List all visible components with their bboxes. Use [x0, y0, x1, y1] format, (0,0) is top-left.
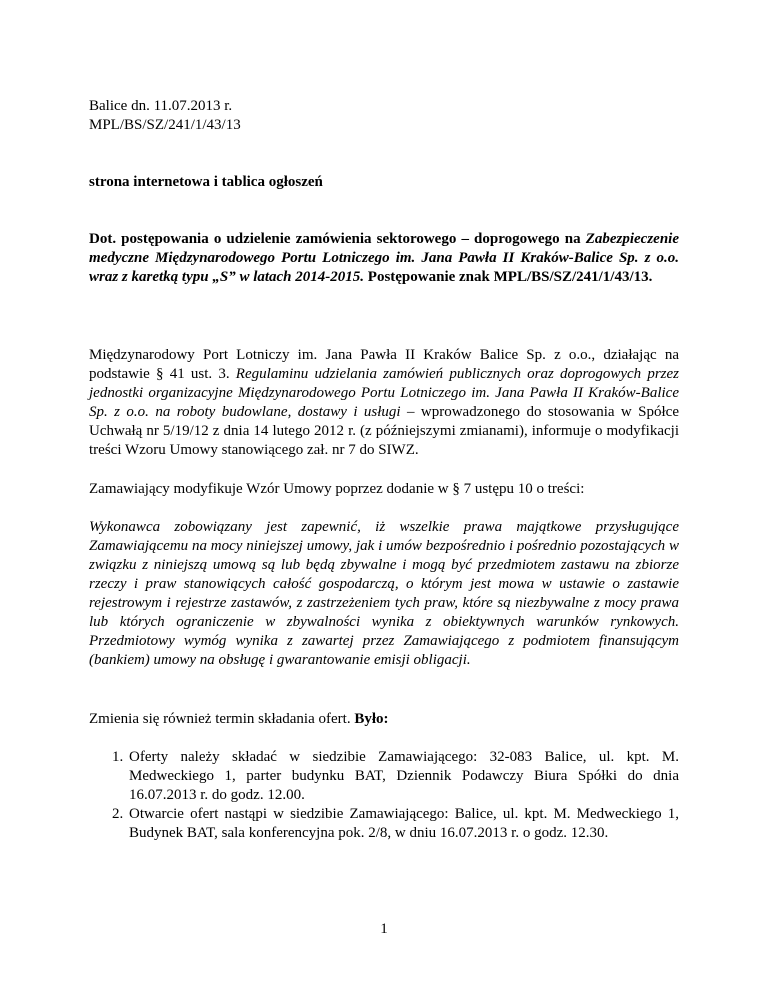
intro-lead: Międzynarodowy Port Lotniczy im. Jana Pawła II Kraków Balice Sp. z o.o., działając na podstawie § 41 ust. 3.: [89, 347, 679, 382]
conditions-list-wrapper: [89, 748, 679, 843]
subject-lead: Dot. postępowania o udzielenie zamówienia sektorowego – doprogowego na: [89, 231, 586, 247]
intro-tail: – wprowadzonego do stosowania w Spółce Uchwałą nr 5/19/12 z dnia 14 lutego 2012 r. (z późniejszymi zmianami), informuje o modyfikacji treści Wzoru Umowy stanowiącego zał. nr 7 do SIWZ.: [89, 404, 679, 458]
document-page: [89, 0, 679, 994]
subject-reference: Postępowanie znak MPL/BS/SZ/241/1/43/13.: [364, 269, 653, 285]
reference-number: MPL/BS/SZ/241/1/43/13: [89, 117, 241, 133]
intro-paragraph: [89, 346, 679, 460]
deadline-change: [89, 710, 679, 729]
conditions-list: [89, 748, 679, 843]
deadline-change-text: Zmienia się również termin składania ofert.: [89, 711, 355, 727]
modification-intro: Zamawiający modyfikuje Wzór Umowy poprzez dodanie w § 7 ustępu 10 o treści:: [89, 481, 585, 497]
page-number: 1: [380, 921, 388, 937]
letter-header: [89, 97, 679, 135]
clause-text: Wykonawca zobowiązany jest zapewnić, iż wszelkie prawa majątkowe przysługujące Zamawiającemu na mocy niniejszej umowy, jak i umów bezpośrednio i pośrednio pozostających w związku z niniejszą umową są lub będą zbywalne i mogą być przedmiotem zastawu na zbiorze rzeczy i praw stanowiących całość gospodarczą, o którym jest mowa w ustawie o zastawie rejestrowym i rejestrze zastawów, z zastrzeżeniem tych praw, które są niezbywalne z mocy prawa lub których ograniczenie w zbywalności wynika z obiektywnych warunków rynkowych. Przedmiotowy wymóg wynika z zawartej przez Zamawiającego z podmiotem finansującym (bankiem) umowy na obsługę i gwarantowanie emisji obligacji.: [89, 519, 679, 668]
condition-item: 1. Oferty należy składać w siedzibie Zamawiającego: 32-083 Balice, ul. kpt. M. Medweckiego 1, parter budynku BAT, Dziennik Podawczy Biura Spółki do dnia 16.07.2013 r. do godz. 12.00.: [127, 748, 679, 805]
place-date: Balice dn. 11.07.2013 r.: [89, 98, 233, 114]
regulation-title: Regulaminu udzielania zamówień publicznych oraz doprogowych przez jednostki organizacyjne Międzynarodowego Portu Lotniczego im. Jana Pawła II Kraków-Balice Sp. z o.o. na roboty budowlane, dostawy i usługi: [89, 366, 679, 420]
subject-title: Zabezpieczenie medyczne Międzynarodowego Portu Lotniczego im. Jana Pawła II Kraków-Balice Sp. z o.o. wraz z karetką typu „S” w latach 2014-2015.: [89, 231, 679, 285]
deadline-change-label: Było:: [354, 711, 389, 727]
subject-paragraph: [89, 230, 679, 287]
condition-item: 2. Otwarcie ofert nastąpi w siedzibie Zamawiającego: Balice, ul. kpt. M. Medweckiego 1, Budynek BAT, sala konferencyjna pok. 2/8, w dniu 16.07.2013 r. o godz. 12.30.: [127, 805, 679, 843]
recipient-line: strona internetowa i tablica ogłoszeń: [89, 174, 323, 190]
